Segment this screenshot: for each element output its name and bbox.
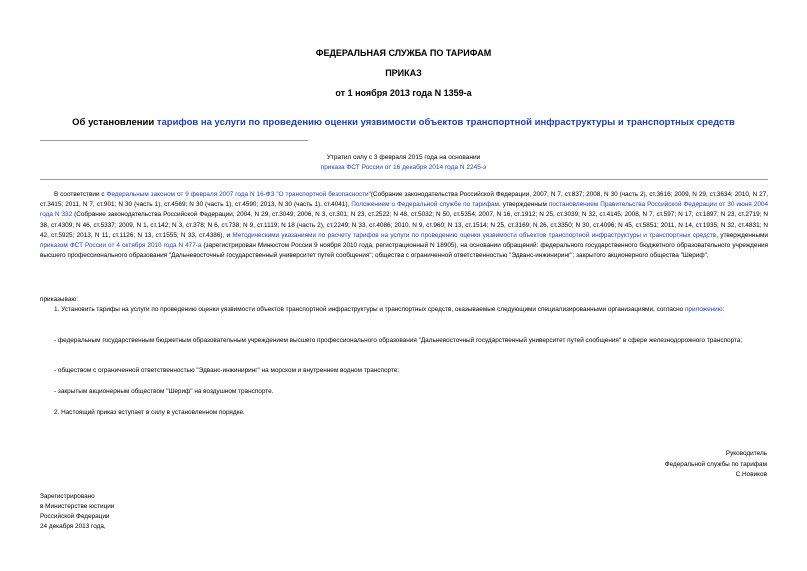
item-1-end: : (722, 306, 725, 313)
document-type: ПРИКАЗ (385, 68, 422, 78)
lost-force-line1: Утратил силу с 3 февраля 2015 года на основании (326, 154, 481, 161)
order-word: приказываю: (40, 296, 78, 303)
bullet-2: - обществом с ограниченной ответственностью "Эдванс-инжиниринг" на морском и внутреннем водном транспорте; (54, 367, 400, 374)
transport-security-law-link[interactable]: Федеральным законом от 9 февраля 2007 года N 16-ФЗ "О транспортной безопасности" (106, 191, 371, 198)
fst-regulation-link[interactable]: Положением о Федеральной службе по тарифам (351, 201, 499, 209)
lost-force-link[interactable]: приказа ФСТ России от 16 декабря 2014 года N 2245-э (320, 164, 487, 171)
appendix-link[interactable]: приложению (684, 306, 723, 313)
bullet-3: - закрытым акционерным обществом "Шериф" на воздушном транспорте. (54, 388, 274, 395)
item-2: 2. Настоящий приказ вступает в силу в установленном порядке. (54, 409, 245, 416)
preamble-text-6: (зарегистрирован Минюстом России 9 ноября 2010 года, регистрационный N 18905), на основании обращений: федерального государственного бюджетного образовательного учреждения высшего профессионального образования "Дальневосточный государственный университет путей сообщения"; общества с ограниченной ответственностью "Эдванс-инжиниринг"; закрытого акционерного общества "Шериф", (40, 242, 768, 260)
registration-line-4: 24 декабря 2013 года, (40, 523, 106, 530)
preamble-paragraph (40, 190, 768, 261)
signature-line-3: С.Новиков (735, 471, 767, 478)
lost-force-link-wrap (0, 163, 807, 173)
short-divider (40, 140, 308, 141)
signature-line-1: Руководитель (725, 450, 767, 457)
document-date-number: от 1 ноября 2013 года N 1359-а (335, 88, 472, 98)
preamble-text-4: (Собрание законодательства Российской Федерации, 2004, N 29, ст.3049; 2006, N 3, ст.301; N 23, ст.2522; N 48, ст.5032; N 50, ст.5354; 2007, N 16, ст.1912; N 25, ст.3039; N 32, ст.4145; 2008, N 7, ст.597; N 17, ст.1897; N 23, ст.2719; N 38, ст.4309; N 46, ст.5337; 2009, N 1, ст.142; N 3, ст.378; N 6, ст.738; N 9, ст.1119; N 18 (часть 2), ст.2249; N 33, ст.4086; 2010, N 9, ст.960; N 13, ст.1514; N 25, ст.3169; N 26, ст.3350; N 30, ст.4096; N 45, ст.5851; 2011, N 14, ст.1935; N 32, ст.4831; N 42, ст.5925; 2013, N 11, ст.1126; N 13, ст.1555; N 33, ст.4386), и (40, 211, 769, 239)
preamble-text-3: , утвержденным (498, 201, 549, 209)
registration-line-2: в Министерстве юстиции (40, 503, 115, 510)
methodical-guidelines-link[interactable]: Методическими указаниями по расчету тарифов на услуги по проведению оценки уязвимости объектов транспортной инфраструктуры и транспортных средств (232, 231, 717, 239)
bullet-1: - федеральным государственным бюджетным образовательным учреждением высшего профессионального образования "Дальневосточный государственный университет путей сообщения" в сфере железнодорожного транспорта; (54, 337, 743, 344)
registration-line-1: Зарегистрировано (40, 493, 95, 500)
registration-block (40, 492, 114, 532)
fst-order-477a-link[interactable]: приказом ФСТ России от 4 октября 2010 года N 477-а (40, 242, 202, 250)
preamble-text-1: В соответствии с (54, 191, 107, 198)
preamble-text-5: , утвержденными (716, 231, 768, 239)
title-link[interactable]: тарифов на услуги по проведению оценки уязвимости объектов транспортной инфраструктуры и транспортных средств (156, 117, 735, 128)
item-1 (40, 305, 768, 315)
document-title (40, 117, 767, 128)
registration-line-3: Российской Федерации (40, 513, 110, 520)
signature-line-2: Федеральной службы по тарифам (664, 460, 767, 468)
government-resolution-link[interactable]: постановлением Правительства Российской Федерации от 30 июня 2004 года N 332 (40, 201, 768, 219)
item-1-text: 1. Установить тарифы на услуги по проведению оценки уязвимости объектов транспортной инфраструктуры и транспортных средств, оказываемые следующими специализированными организациями, согласно (54, 306, 685, 313)
signature-block (665, 449, 767, 481)
title-prefix: Об установлении (72, 117, 157, 128)
preamble-text-2: (Собрание законодательства Российской Федерации, 2007, N 7, ст.837; 2008, N 30 (часть 2), ст.3616; 2009, N 29, ст.3634; 2010, N 27, ст.3415; 2011, N 7, ст.901; N 30 (часть 1), ст.4569; N 30 (часть 1), ст.4590; 2013, N 30 (часть 1), ст.4041), (40, 191, 769, 209)
agency-name: ФЕДЕРАЛЬНАЯ СЛУЖБА ПО ТАРИФАМ (315, 48, 492, 58)
full-divider (40, 179, 768, 180)
